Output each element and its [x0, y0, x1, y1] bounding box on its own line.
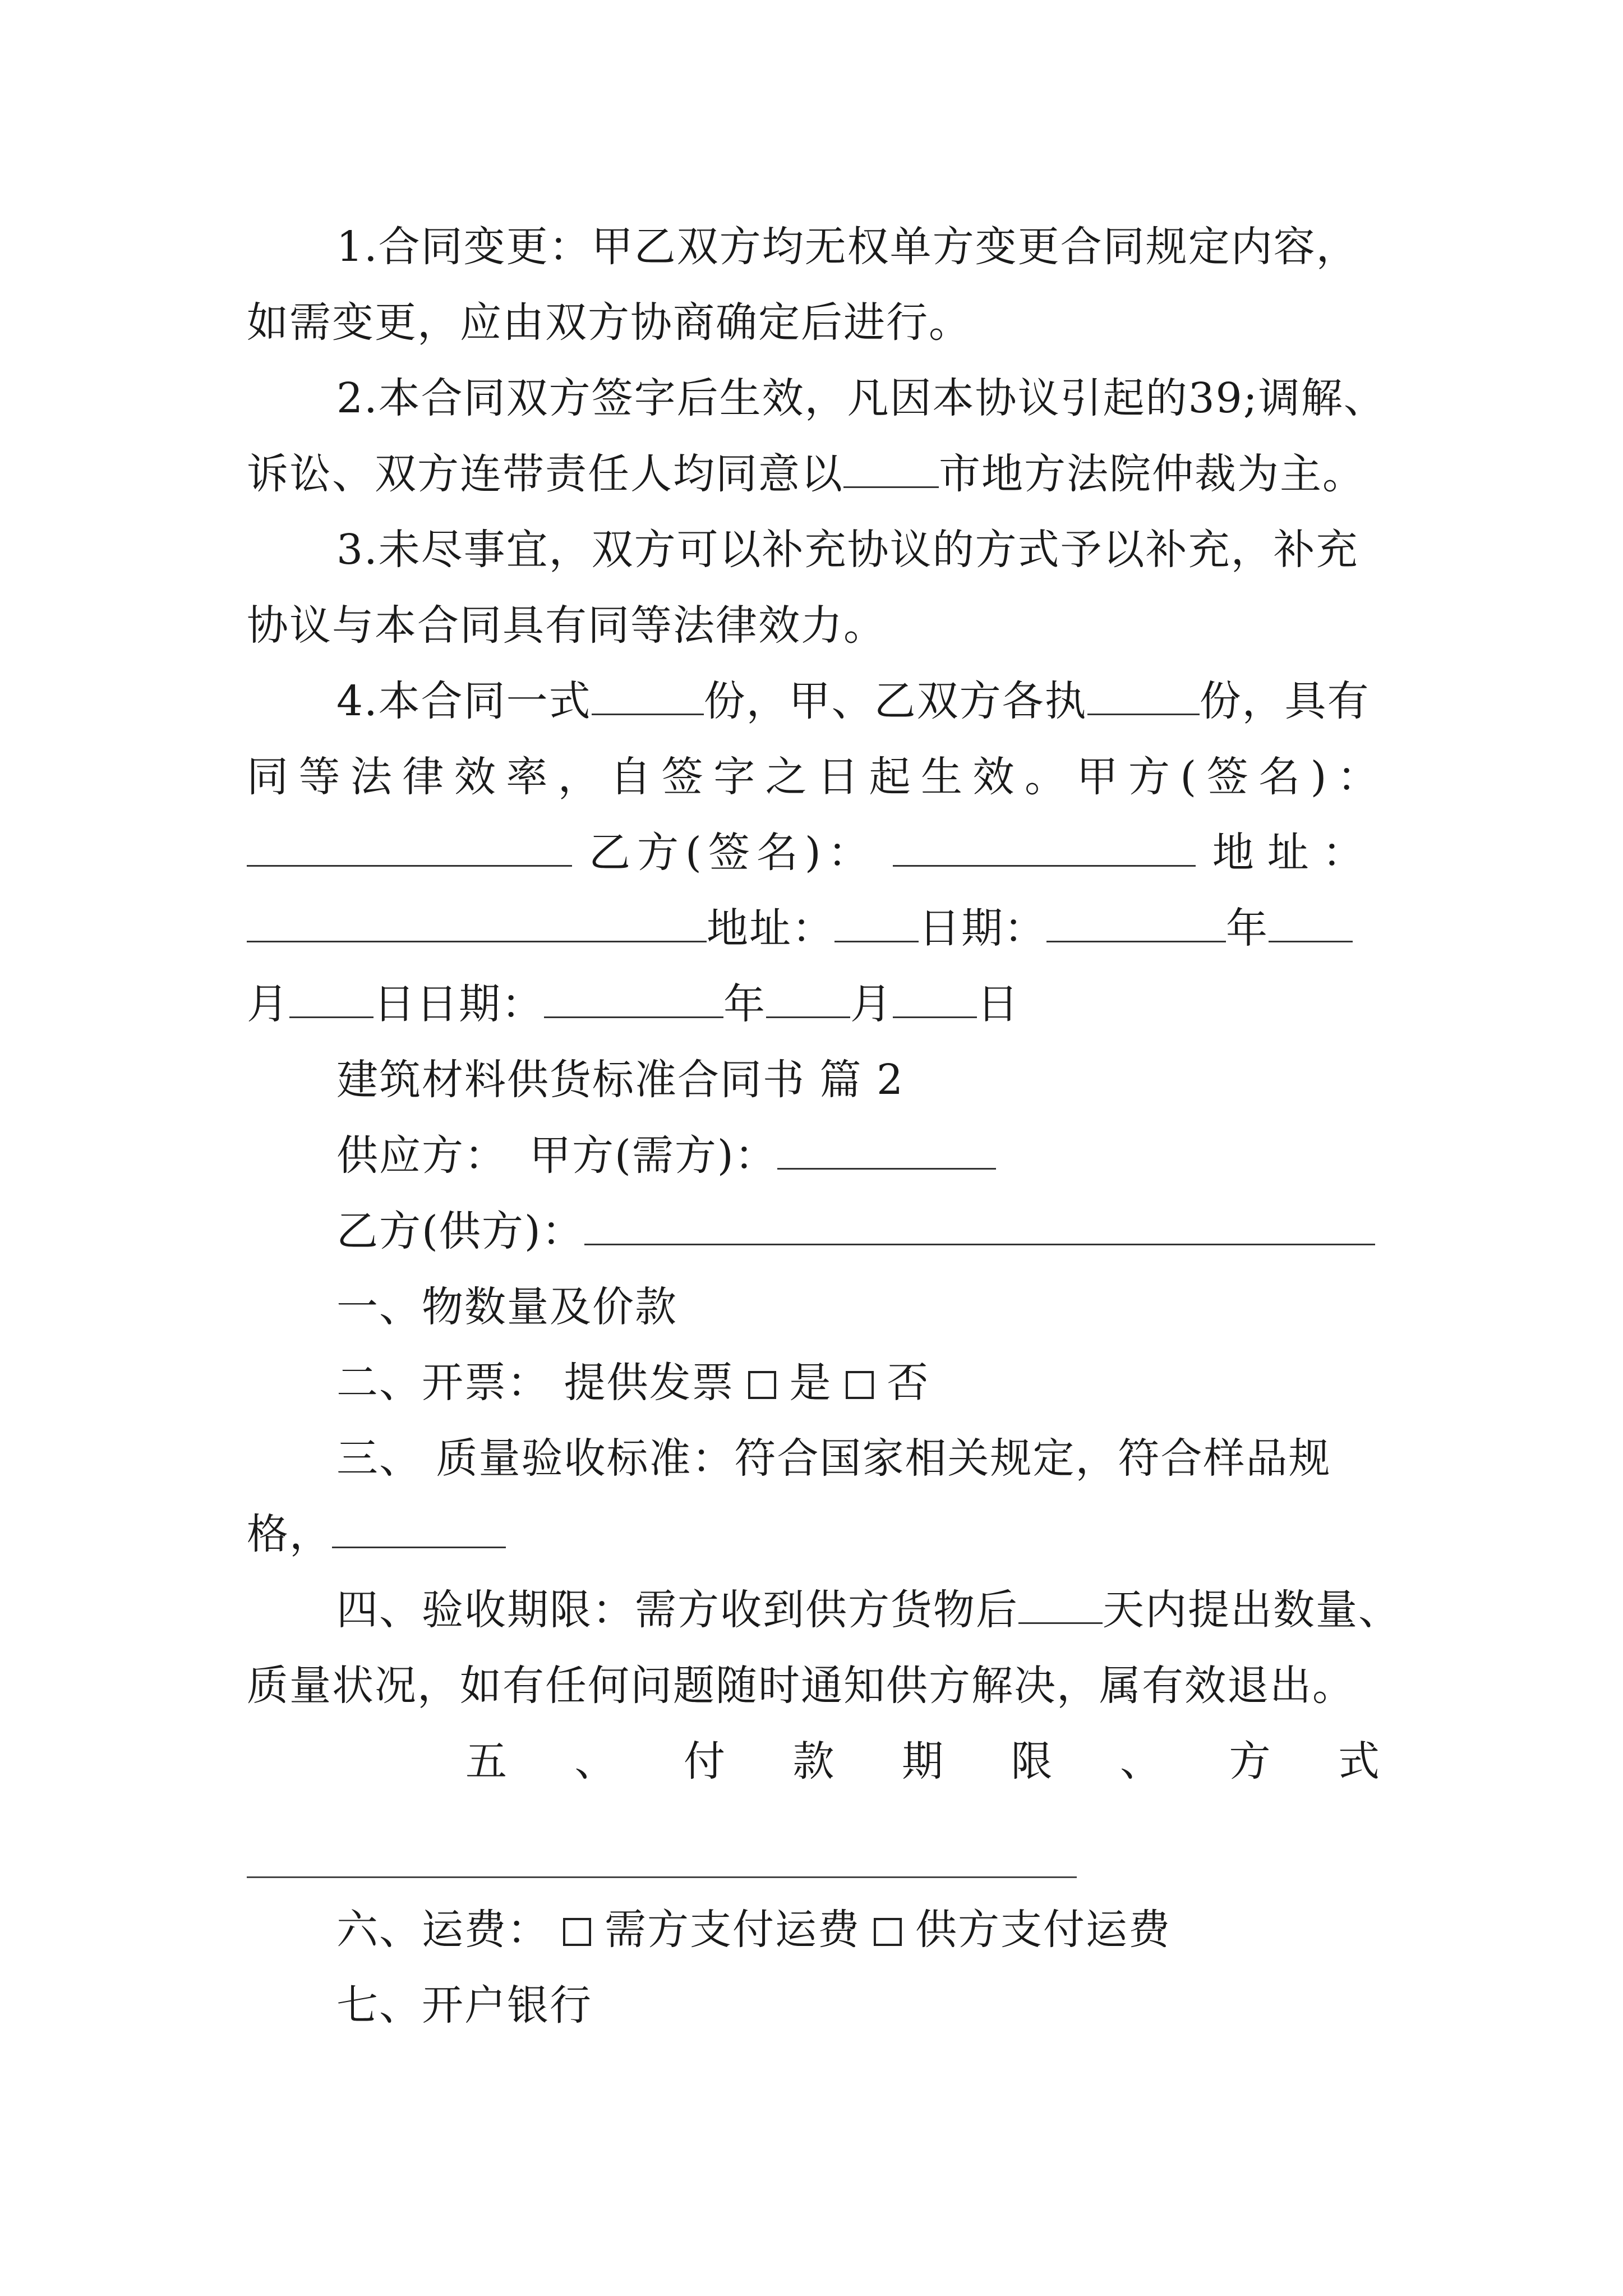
section2-title: 建筑材料供货标准合同书 篇 2: [336, 1056, 905, 1104]
supplier-freight-checkbox[interactable]: [874, 1918, 902, 1946]
para2-text-a: 诉讼、双方连带责任人均同意以: [247, 450, 843, 498]
month-label-2: 月: [850, 980, 893, 1028]
invoice-yes-label: 是: [789, 1359, 832, 1407]
party-b-signature-blank[interactable]: [893, 828, 1196, 867]
para4-line2: 同等法律效率，自签字之日起生效。甲方(签名)：: [247, 753, 1380, 801]
item7: 七、开户银行: [336, 1981, 592, 2030]
address-label-1: 地址：: [1212, 829, 1377, 877]
item3-line1: 三、 质量验收标准：符合国家相关规定，符合样品规: [336, 1434, 1331, 1483]
item6: [336, 1902, 1380, 1958]
item1: 一、物数量及价款: [336, 1283, 677, 1331]
item4-text-a: 四、验收期限：需方收到供方货物后: [336, 1586, 1018, 1634]
day-blank-1[interactable]: [289, 979, 374, 1018]
year-label-1: 年: [1226, 904, 1269, 953]
para1-line2: 如需变更，应由双方协商确定后进行。: [247, 298, 971, 347]
para3-line2: 协议与本合同具有同等法律效力。: [247, 601, 886, 650]
item5: 五、付款期限、方式: [465, 1737, 1380, 1786]
acceptance-days-blank[interactable]: [1018, 1585, 1103, 1624]
para1-line1: 1.合同变更：甲乙双方均无权单方变更合同规定内容，: [336, 223, 1359, 271]
party-a-blank[interactable]: [777, 1131, 996, 1170]
date-label-1: 日期：: [919, 904, 1046, 953]
year-blank-1[interactable]: [1046, 904, 1226, 942]
date-label-2: 日日期：: [374, 980, 544, 1028]
item3-text: 格，: [247, 1510, 332, 1558]
month-blank-1[interactable]: [1269, 904, 1353, 942]
para2-text-b: 市地方法院仲裁为主。: [939, 450, 1365, 498]
buyer-freight-label: 需方支付运费: [605, 1906, 860, 1954]
day-label-2: 日: [977, 980, 1020, 1028]
invoice-no-label: 否: [887, 1359, 930, 1407]
supplier-label: 供应方：: [336, 1131, 507, 1180]
address-label-2: 地址：: [707, 904, 834, 953]
copies-total-blank[interactable]: [592, 677, 704, 715]
para4-text-b: 份，甲、乙双方各执: [703, 677, 1087, 725]
party-b-line: [336, 1203, 1380, 1259]
month-label-1: 月: [247, 980, 289, 1028]
address-blank-2[interactable]: [834, 904, 919, 942]
freight-label: 六、运费：: [336, 1906, 550, 1954]
party-a-label: 甲方(需方)：: [529, 1131, 777, 1180]
party-b-label: 乙方(供方)：: [336, 1207, 584, 1255]
supplier-line: [336, 1128, 1380, 1184]
para2-line1: 2.本合同双方签字后生效，凡因本协议引起的39;调解、: [336, 374, 1386, 422]
copies-each-blank[interactable]: [1087, 677, 1200, 715]
court-city-blank[interactable]: [843, 449, 939, 488]
item4-text-b: 天内提出数量、: [1103, 1586, 1401, 1634]
month-blank-2[interactable]: [766, 979, 850, 1018]
para4-text-c: 份，具有: [1199, 677, 1370, 725]
item4-line1: [336, 1582, 1401, 1638]
party-a-signature-blank[interactable]: [247, 828, 572, 867]
para4-line3: [247, 825, 1380, 881]
party-b-sign-label: 乙方(签名)：: [589, 829, 876, 877]
supplier-freight-label: 供方支付运费: [915, 1906, 1171, 1954]
para3-line1: 3.未尽事宜，双方可以补充协议的方式予以补充，补充: [336, 526, 1359, 574]
address-blank-1[interactable]: [247, 904, 707, 942]
payment-terms-blank[interactable]: [247, 1876, 1077, 1878]
invoice-no-checkbox[interactable]: [846, 1371, 874, 1399]
day-blank-2[interactable]: [893, 979, 977, 1018]
item4-line2: 质量状况，如有任何问题随时通知供方解决，属有效退出。: [247, 1662, 1355, 1710]
year-blank-2[interactable]: [544, 979, 723, 1018]
item2: [336, 1355, 1380, 1411]
para2-line2: [247, 446, 1380, 502]
invoice-yes-checkbox[interactable]: [748, 1371, 776, 1399]
spec-blank[interactable]: [332, 1510, 506, 1548]
para4-line1: [336, 673, 1380, 729]
buyer-freight-checkbox[interactable]: [563, 1918, 591, 1946]
year-label-2: 年: [723, 980, 766, 1028]
invoice-label: 二、开票： 提供发票: [336, 1359, 735, 1407]
para4-line4: [247, 900, 1380, 956]
para4-text-a: 4.本合同一式: [336, 677, 592, 725]
para4-line5: [247, 976, 1380, 1032]
item3-line2: [247, 1506, 1380, 1562]
party-b-blank[interactable]: [584, 1207, 1375, 1245]
